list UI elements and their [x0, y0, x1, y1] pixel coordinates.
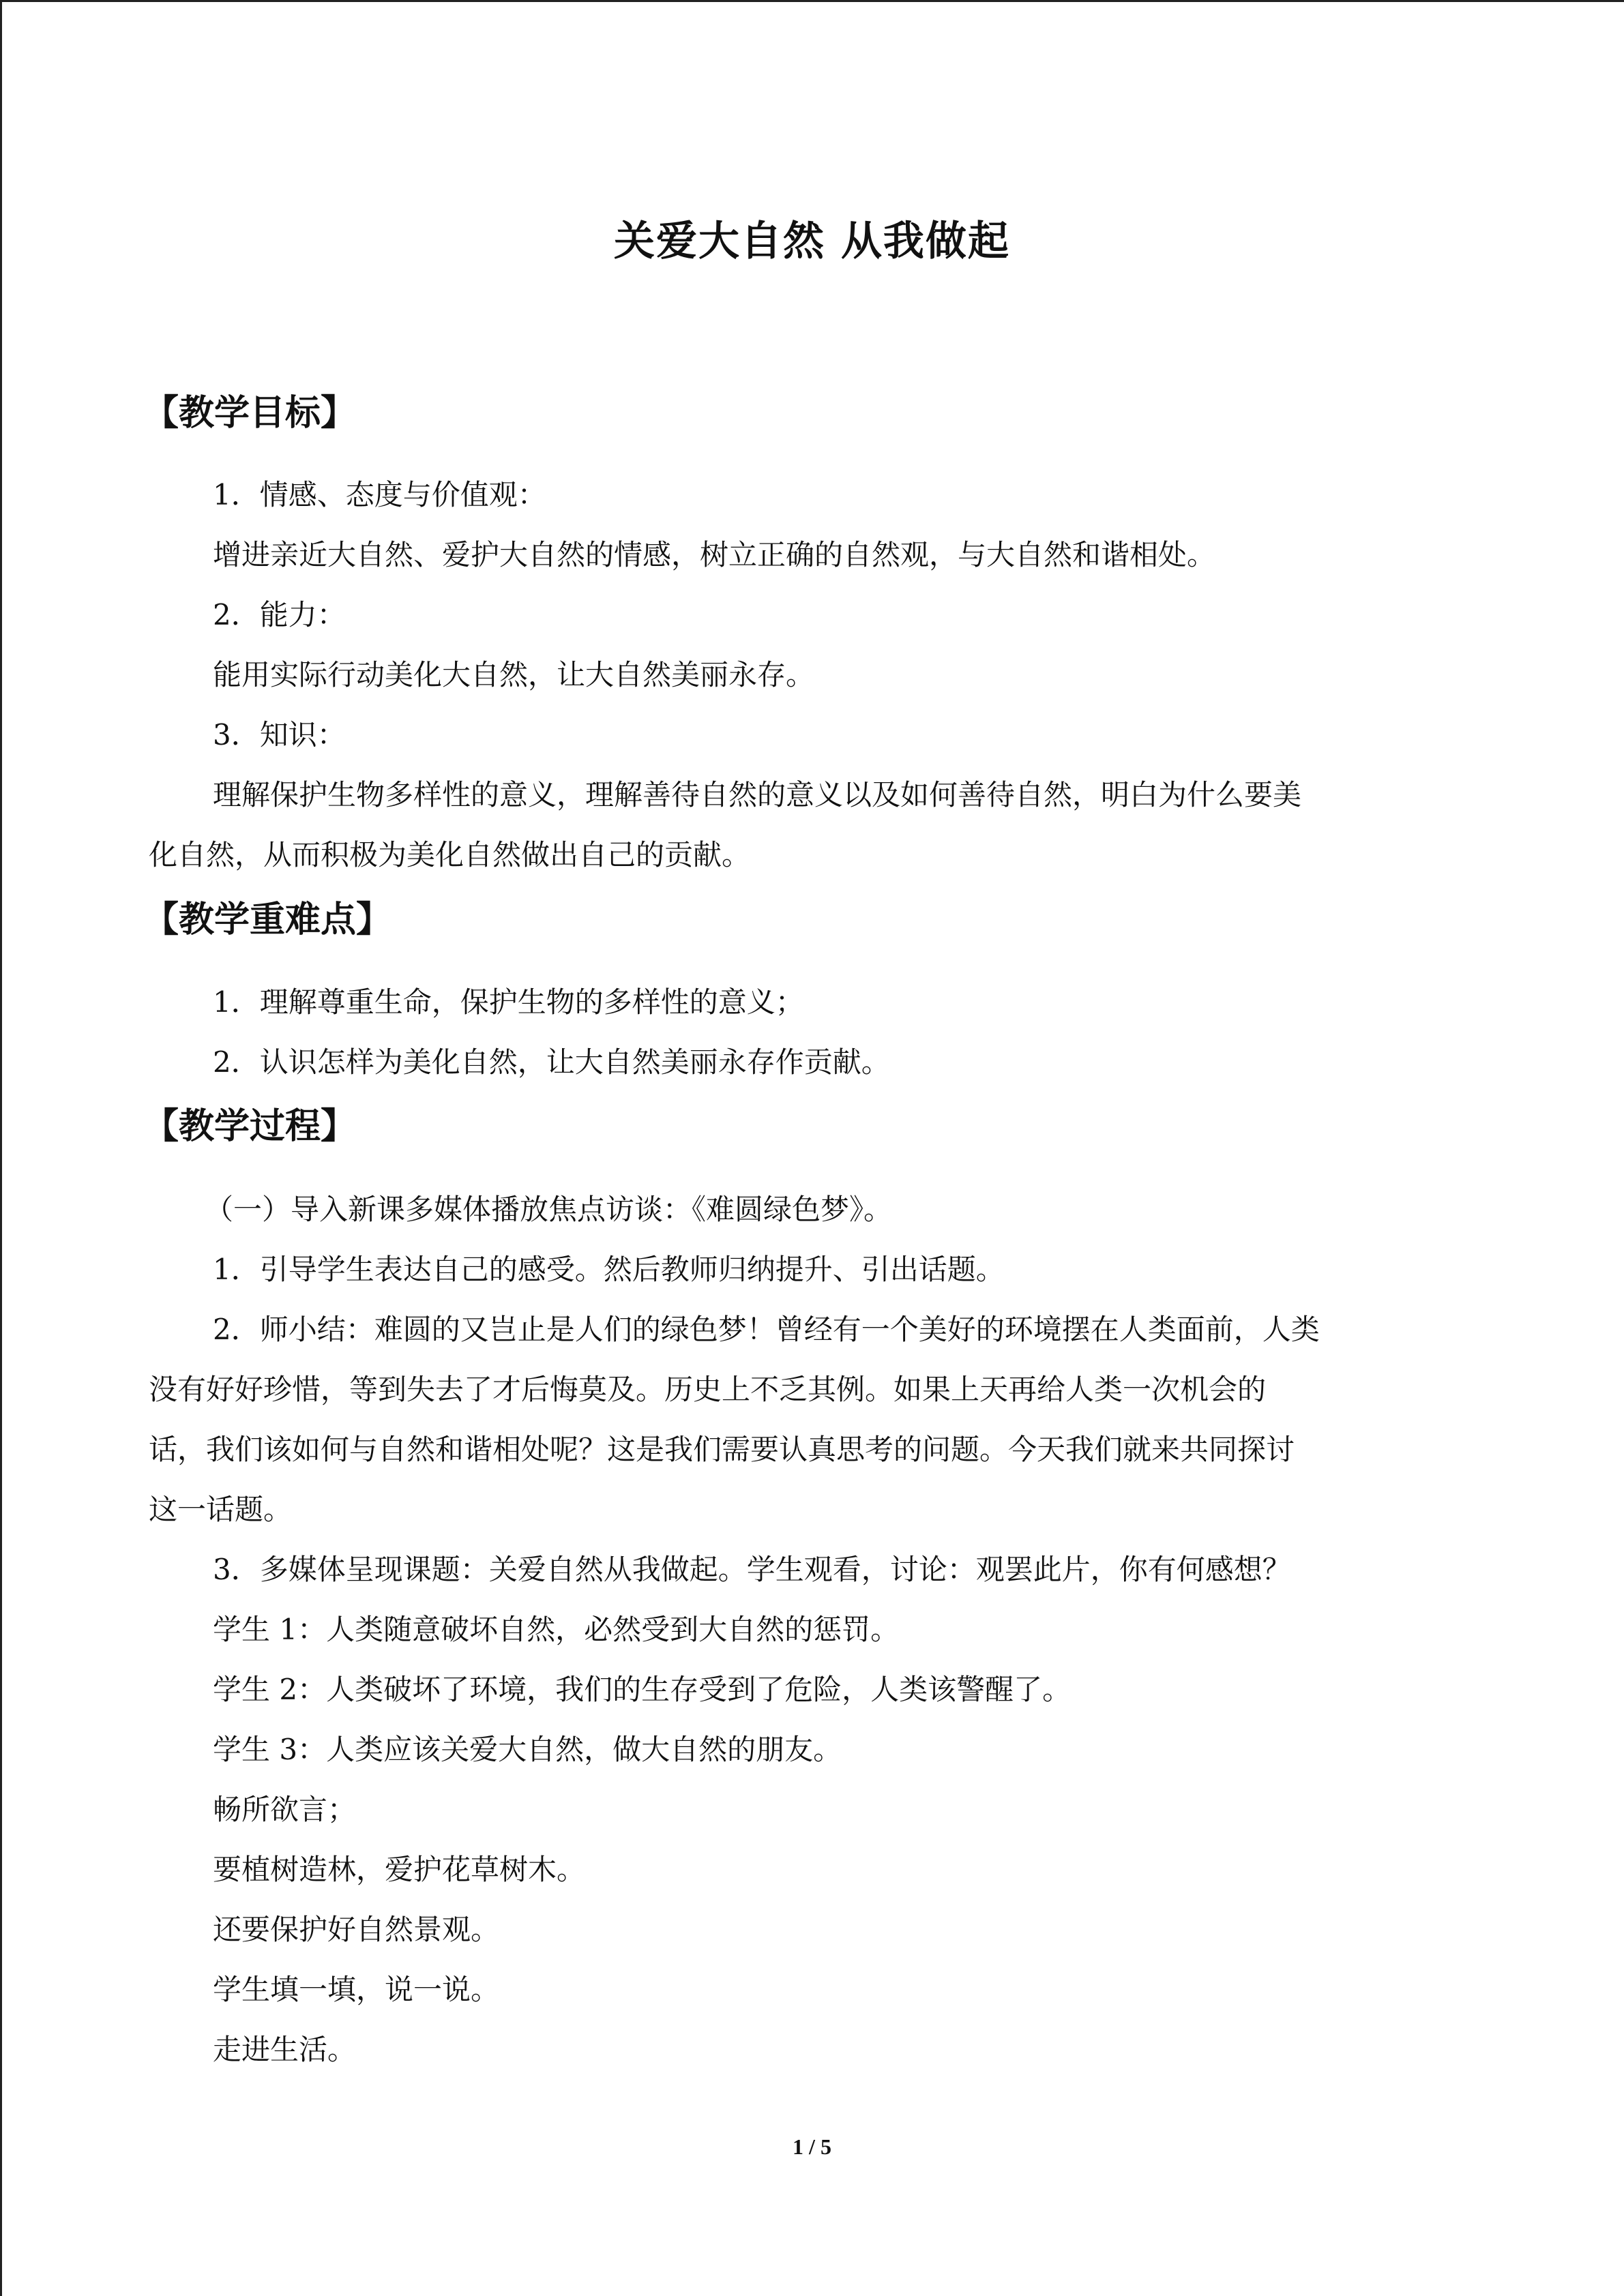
page-number: 1 / 5: [793, 2134, 831, 2159]
section-heading-goals: 【教学目标】: [143, 393, 357, 434]
goals-line-6: 理解保护生物多样性的意义，理解善待自然的意义以及如何善待自然，明白为什么要美: [213, 778, 1302, 811]
process-line-11: 畅所欲言；: [213, 1793, 357, 1826]
section-heading-key: 【教学重难点】: [143, 899, 392, 940]
key-line-2: 2．认识怎样为美化自然，让大自然美丽永存作贡献。: [213, 1045, 890, 1079]
goals-line-5: 3．知识：: [213, 718, 346, 751]
process-line-9: 学生 2：人类破坏了环境，我们的生存受到了危险，人类该警醒了。: [213, 1673, 1072, 1706]
process-line-4: 没有好好珍惜，等到失去了才后悔莫及。历史上不乏其例。如果上天再给人类一次机会的: [149, 1373, 1267, 1406]
process-line-6: 这一话题。: [149, 1493, 293, 1526]
document-title: 关爱大自然 从我做起: [614, 218, 1010, 265]
goals-line-2: 增进亲近大自然、爱护大自然的情感，树立正确的自然观，与大自然和谐相处。: [213, 538, 1216, 571]
process-line-3: 2．师小结：难圆的又岂止是人们的绿色梦！曾经有一个美好的环境摆在人类面前，人类: [213, 1313, 1320, 1346]
goals-line-1: 1．情感、态度与价值观：: [213, 478, 546, 511]
process-line-2: 1．引导学生表达自己的感受。然后教师归纳提升、引出话题。: [213, 1253, 1005, 1286]
process-line-7: 3．多媒体呈现课题：关爱自然从我做起。学生观看，讨论：观罢此片，你有何感想？: [213, 1553, 1291, 1586]
goals-line-3: 2．能力：: [213, 598, 346, 631]
process-line-1: （一）导入新课多媒体播放焦点访谈：《难圆绿色梦》。: [205, 1193, 893, 1226]
key-line-1: 1．理解尊重生命，保护生物的多样性的意义；: [213, 985, 804, 1019]
goals-line-4: 能用实际行动美化大自然，让大自然美丽永存。: [213, 658, 815, 691]
process-line-10: 学生 3：人类应该关爱大自然，做大自然的朋友。: [213, 1733, 842, 1766]
section-heading-process: 【教学过程】: [143, 1106, 357, 1147]
process-line-14: 学生填一填，说一说。: [213, 1973, 500, 2006]
process-line-5: 话，我们该如何与自然和谐相处呢？这是我们需要认真思考的问题。今天我们就来共同探讨: [149, 1433, 1295, 1466]
process-line-12: 要植树造林，爱护花草树木。: [213, 1853, 586, 1886]
process-line-15: 走进生活。: [213, 2033, 357, 2066]
goals-line-7: 化自然，从而积极为美化自然做出自己的贡献。: [149, 838, 751, 871]
process-line-13: 还要保护好自然景观。: [213, 1913, 500, 1946]
process-line-8: 学生 1：人类随意破坏自然，必然受到大自然的惩罚。: [213, 1613, 900, 1646]
